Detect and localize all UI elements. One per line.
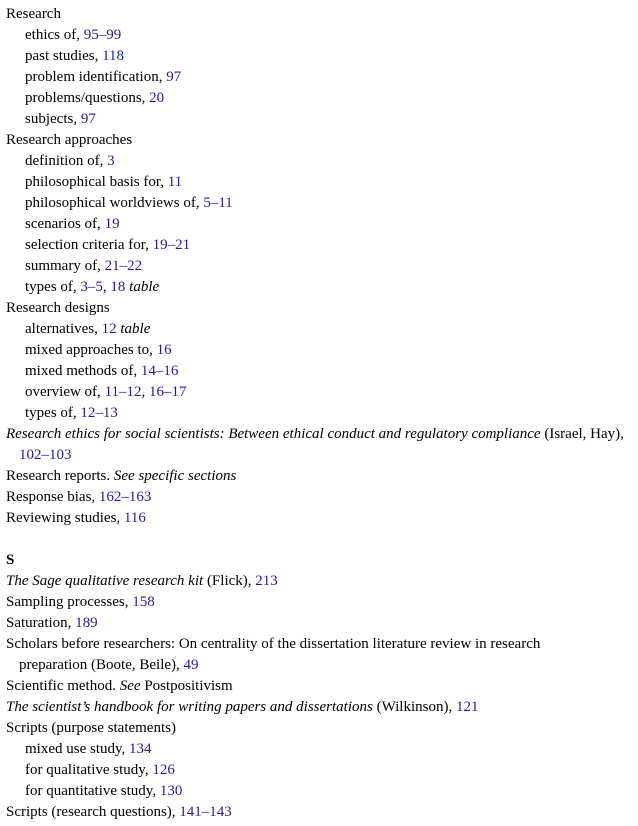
entry-term: Research approaches [6,132,133,148]
page-link[interactable]: 19 [104,216,120,232]
index-entry-research-approaches [6,130,632,151]
index-entry-scholars: Scholars before researchers: On centrality of the dissertation literature review in research preparation (Boote, Beile), 49 [6,636,541,673]
entry-term: Research designs [6,300,110,316]
page-link[interactable]: 162–163 [98,489,152,505]
page-link[interactable]: 118 [102,48,125,64]
index-entry-research-reports: Research reports. See specific sections [6,468,237,484]
subentry-design-types: types of, 12–13 [25,405,118,421]
subentry-types: types of, 3–5, 18 table [25,279,160,295]
page-link[interactable]: 121 [455,699,479,715]
subentry-problems-questions: problems/questions, 20 [25,90,165,106]
subentry-quantitative-study: for quantitative study, 130 [25,783,183,799]
page-link[interactable]: 3–5 [80,279,103,295]
index-entry-reviewing-studies: Reviewing studies, 116 [6,510,146,526]
entry-term: Scripts (purpose statements) [6,720,176,736]
page-link[interactable]: 12–13 [80,405,118,421]
page-link[interactable]: 20 [149,90,165,106]
page-link[interactable]: 141–143 [179,804,232,820]
index-entry-scripts-purpose [6,718,632,739]
page-link[interactable]: 97 [80,111,96,127]
subentry-summary: summary of, 21–22 [25,258,143,274]
subentry-philosophical-worldviews: philosophical worldviews of, 5–11 [25,195,233,211]
subentry-overview: overview of, 11–12, 16–17 [25,384,187,400]
page-link[interactable]: 213 [255,573,278,589]
page-link[interactable]: 189 [75,615,98,631]
page-link[interactable]: 3 [107,153,115,169]
page-link[interactable]: 49 [183,657,199,673]
index-entry-saturation: Saturation, 189 [6,615,98,631]
subentry-problem-identification: problem identification, 97 [25,69,182,85]
page-link[interactable]: 126 [152,762,175,778]
index-entry-scripts-questions: Scripts (research questions), 141–143 [6,804,232,820]
index-entry-scientists-handbook: The scientist’s handbook for writing papers and dissertations (Wilkinson), 121 [6,699,479,715]
subentry-selection-criteria: selection criteria for, 19–21 [25,237,191,253]
index-page [6,4,632,823]
page-link[interactable]: 19–21 [152,237,191,253]
page-link[interactable]: 97 [166,69,182,85]
page-link[interactable]: 95–99 [83,27,122,43]
index-entry-sampling: Sampling processes, 158 [6,594,155,610]
index-entry-sage-kit: The Sage qualitative research kit (Flick), 213 [6,573,278,589]
subentry-mixed-methods: mixed methods of, 14–16 [25,363,179,379]
page-link[interactable]: 11–12 [104,384,142,400]
page-link[interactable]: 134 [129,741,152,757]
subentry-past-studies: past studies, 118 [25,48,125,64]
page-link[interactable]: 18 [110,279,126,295]
page-link[interactable]: 102–103 [19,447,72,463]
page-link[interactable]: 21–22 [104,258,143,274]
subentry-mixed-use-study: mixed use study, 134 [25,741,152,757]
page-link[interactable]: 130 [159,783,183,799]
page-link[interactable]: 14–16 [140,363,179,379]
subentry-definition: definition of, 3 [25,153,115,169]
page-link[interactable]: 16 [156,342,172,358]
page-link[interactable]: 11 [167,174,183,190]
subentry-subjects: subjects, 97 [25,111,96,127]
subentry-alternatives: alternatives, 12 table [25,321,151,337]
index-entry-research-ethics-book: Research ethics for social scientists: Between ethical conduct and regulatory compliance (Israel, Hay), 102–103 [6,426,624,463]
index-entry-response-bias: Response bias, 162–163 [6,489,152,505]
subentry-mixed-approaches: mixed approaches to, 16 [25,342,172,358]
index-entry-scientific-method: Scientific method. See Postpositivism [6,678,233,694]
page-link[interactable]: 158 [132,594,155,610]
subentry-scenarios: scenarios of, 19 [25,216,120,232]
page-link[interactable]: 12 [101,321,117,337]
subentry-ethics: ethics of, 95–99 [25,27,122,43]
subentry-qualitative-study: for qualitative study, 126 [25,762,175,778]
page-link[interactable]: 5–11 [203,195,233,211]
section-letter-heading: S [6,552,15,568]
page-link[interactable]: 116 [123,510,146,526]
subentry-philosophical-basis: philosophical basis for, 11 [25,174,183,190]
index-entry-research [6,4,632,25]
page-link[interactable]: 16–17 [149,384,187,400]
index-entry-research-designs [6,298,632,319]
entry-term: Research [6,6,61,22]
